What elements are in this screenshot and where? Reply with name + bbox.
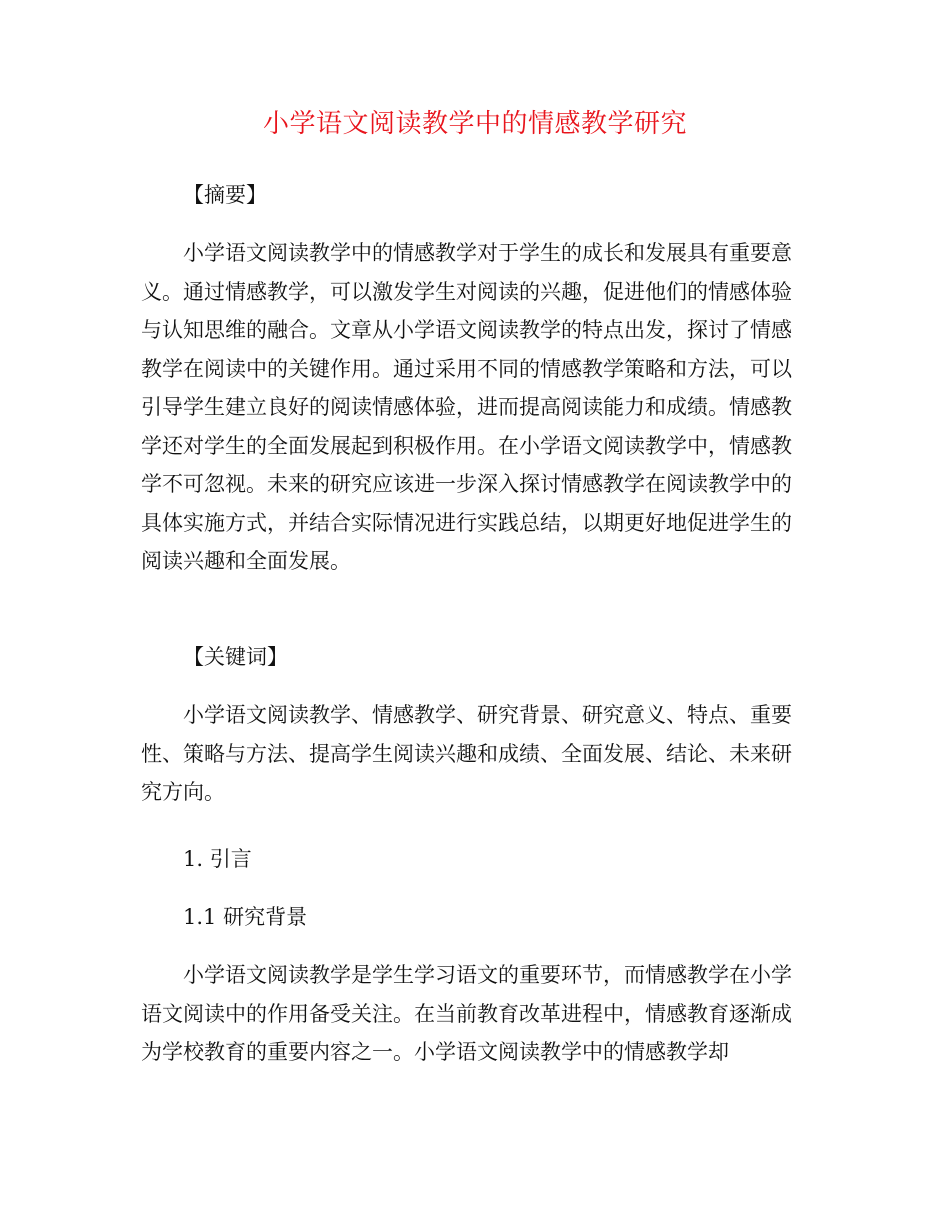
keywords-text: 小学语文阅读教学、情感教学、研究背景、研究意义、特点、重要性、策略与方法、提高学生阅读兴趣和成绩、全面发展、结论、未来研究方向。 [141, 703, 792, 804]
section-1-1-text: 小学语文阅读教学是学生学习语文的重要环节，而情感教学在小学语文阅读中的作用备受关注。在当前教育改革进程中，情感教育逐渐成为学校教育的重要内容之一。小学语文阅读教学中的情感教学却 [141, 963, 792, 1064]
document-title: 小学语文阅读教学中的情感教学研究 [262, 109, 687, 139]
abstract-text: 小学语文阅读教学中的情感教学对于学生的成长和发展具有重要意义。通过情感教学，可以激发学生对阅读的兴趣，促进他们的情感体验与认知思维的融合。文章从小学语文阅读教学的特点出发，探讨了情感教学在阅读中的关键作用。通过采用不同的情感教学策略和方法，可以引导学生建立良好的阅读情感体验，进而提高阅读能力和成绩。情感教学还对学生的全面发展起到积极作用。在小学语文阅读教学中，情感教学不可忽视。未来的研究应该进一步深入探讨情感教学在阅读教学中的具体实施方式，并结合实际情况进行实践总结，以期更好地促进学生的阅读兴趣和全面发展。 [141, 241, 792, 573]
section-1-heading: 1. 引言 [183, 847, 252, 871]
abstract-heading: 【摘要】 [183, 183, 267, 207]
keywords-heading: 【关键词】 [183, 645, 288, 669]
section-1-1-heading: 1.1 研究背景 [183, 905, 308, 929]
